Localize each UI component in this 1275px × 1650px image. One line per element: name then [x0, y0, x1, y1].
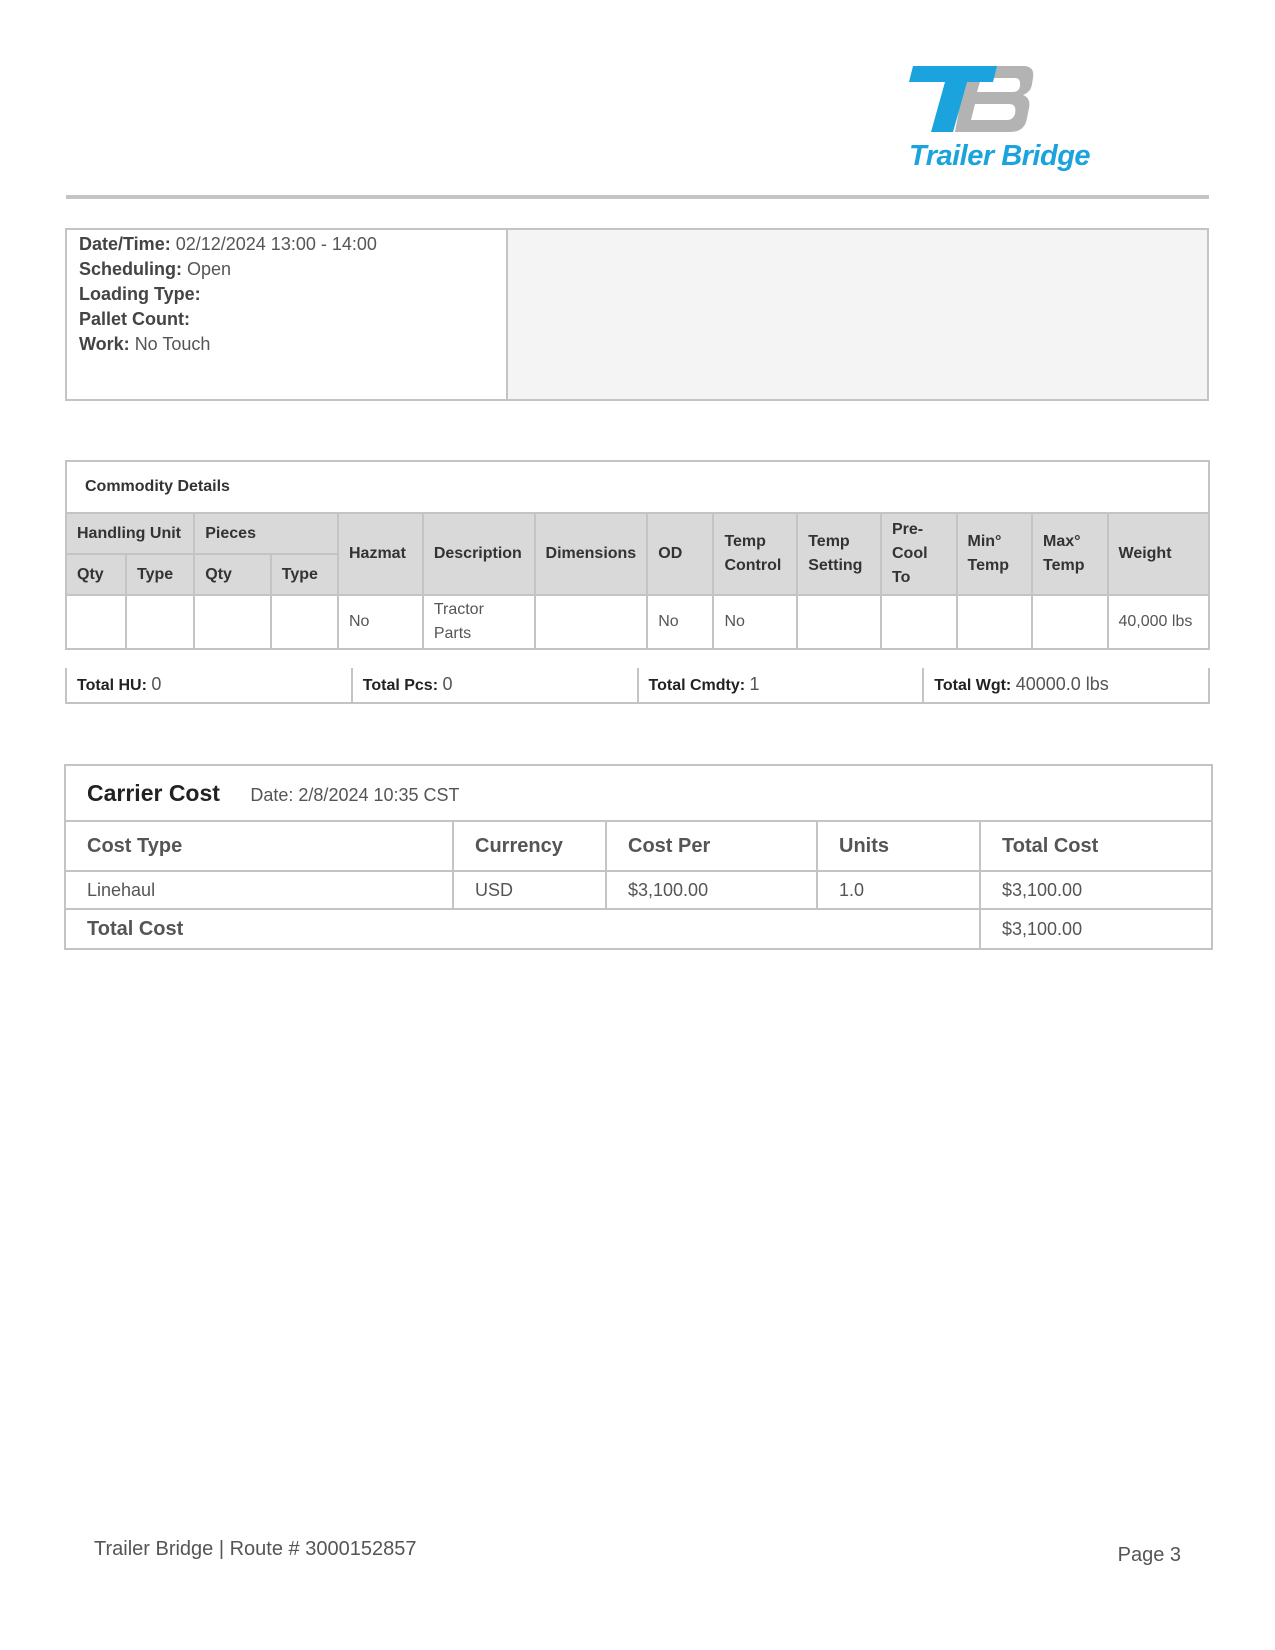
total-pcs	[353, 668, 639, 702]
hazmat-cell: No	[338, 595, 423, 649]
loading-type-row	[79, 282, 494, 307]
cost-per-header: Cost Per	[606, 821, 817, 871]
total-cmdty-label: Total Cmdty:	[648, 677, 746, 694]
currency-header: Currency	[453, 821, 606, 871]
commodity-totals	[65, 668, 1210, 704]
datetime-label: Date/Time:	[79, 234, 171, 254]
total-wgt-label: Total Wgt:	[934, 677, 1012, 694]
commodity-title: Commodity Details	[66, 461, 1209, 513]
pcs-qty-header: Qty	[194, 554, 271, 595]
commodity-table	[65, 460, 1210, 650]
min-temp-header: Min° Temp	[957, 513, 1033, 595]
datetime-value: 02/12/2024 13:00 - 14:00	[175, 234, 377, 254]
units-cell: 1.0	[817, 871, 980, 909]
max-temp-header: Max° Temp	[1032, 513, 1108, 595]
pallet-count-label: Pallet Count:	[79, 309, 190, 329]
pre-cool-to-header: Pre-Cool To	[881, 513, 957, 595]
hu-type-header: Type	[126, 554, 194, 595]
dimensions-cell	[535, 595, 648, 649]
od-header: OD	[647, 513, 713, 595]
handling-unit-header: Handling Unit	[66, 513, 194, 554]
carrier-cost-title: Carrier Cost	[87, 779, 220, 806]
scheduling-value: Open	[187, 259, 232, 279]
cost-type-cell: Linehaul	[65, 871, 453, 909]
header-divider	[66, 195, 1209, 199]
total-cmdty	[639, 668, 925, 702]
total-pcs-label: Total Pcs:	[362, 677, 439, 694]
min-temp-cell	[957, 595, 1033, 649]
cost-type-header: Cost Type	[65, 821, 453, 871]
carrier-cost-header	[65, 765, 1212, 821]
hu-type-cell	[126, 595, 194, 649]
total-pcs-value: 0	[442, 674, 453, 694]
total-wgt	[924, 668, 1208, 702]
total-cmdty-value: 1	[749, 674, 760, 694]
weight-header: Weight	[1108, 513, 1210, 595]
temp-setting-header: Temp Setting	[797, 513, 881, 595]
total-cost-label: Total Cost	[65, 909, 980, 949]
cost-per-cell: $3,100.00	[606, 871, 817, 909]
total-wgt-value: 40000.0 lbs	[1015, 674, 1109, 694]
appointment-box	[65, 228, 1209, 401]
scheduling-label: Scheduling:	[79, 259, 182, 279]
dimensions-header: Dimensions	[535, 513, 648, 595]
weight-cell: 40,000 lbs	[1108, 595, 1210, 649]
pcs-type-header: Type	[271, 554, 338, 595]
total-hu	[67, 668, 353, 702]
temp-control-cell: No	[713, 595, 797, 649]
total-cost-value: $3,100.00	[980, 909, 1212, 949]
od-cell: No	[647, 595, 713, 649]
pcs-qty-cell	[194, 595, 271, 649]
hu-qty-header: Qty	[66, 554, 126, 595]
total-cost-row	[65, 909, 1212, 949]
footer-route: Trailer Bridge | Route # 3000152857	[94, 1538, 417, 1560]
temp-setting-cell	[797, 595, 881, 649]
tb-logo-icon	[905, 62, 1100, 140]
work-label: Work:	[79, 334, 130, 354]
work-value: No Touch	[134, 334, 211, 354]
pallet-count-row	[79, 307, 494, 332]
carrier-cost-table	[64, 764, 1213, 950]
pcs-type-cell	[271, 595, 338, 649]
total-cost-header: Total Cost	[980, 821, 1212, 871]
table-row	[65, 871, 1212, 909]
total-cost-cell: $3,100.00	[980, 871, 1212, 909]
hazmat-header: Hazmat	[338, 513, 423, 595]
hu-qty-cell	[66, 595, 126, 649]
datetime-row	[79, 232, 494, 257]
scheduling-row	[79, 257, 494, 282]
loading-type-label: Loading Type:	[79, 284, 201, 304]
description-header: Description	[423, 513, 535, 595]
work-row	[79, 332, 494, 357]
temp-control-header: Temp Control	[713, 513, 797, 595]
units-header: Units	[817, 821, 980, 871]
appointment-details	[67, 230, 508, 399]
description-cell: Tractor Parts	[423, 595, 535, 649]
page-number: Page 3	[1117, 1544, 1181, 1566]
logo-wordmark: Trailer Bridge	[909, 140, 1091, 172]
total-hu-label: Total HU:	[77, 677, 147, 694]
currency-cell: USD	[453, 871, 606, 909]
table-row	[66, 595, 1209, 649]
max-temp-cell	[1032, 595, 1108, 649]
appointment-notes-area	[508, 230, 1207, 399]
pre-cool-to-cell	[881, 595, 957, 649]
carrier-cost-date: Date: 2/8/2024 10:35 CST	[250, 784, 460, 805]
pieces-header: Pieces	[194, 513, 338, 554]
trailer-bridge-logo	[905, 62, 1100, 182]
total-hu-value: 0	[151, 674, 162, 694]
